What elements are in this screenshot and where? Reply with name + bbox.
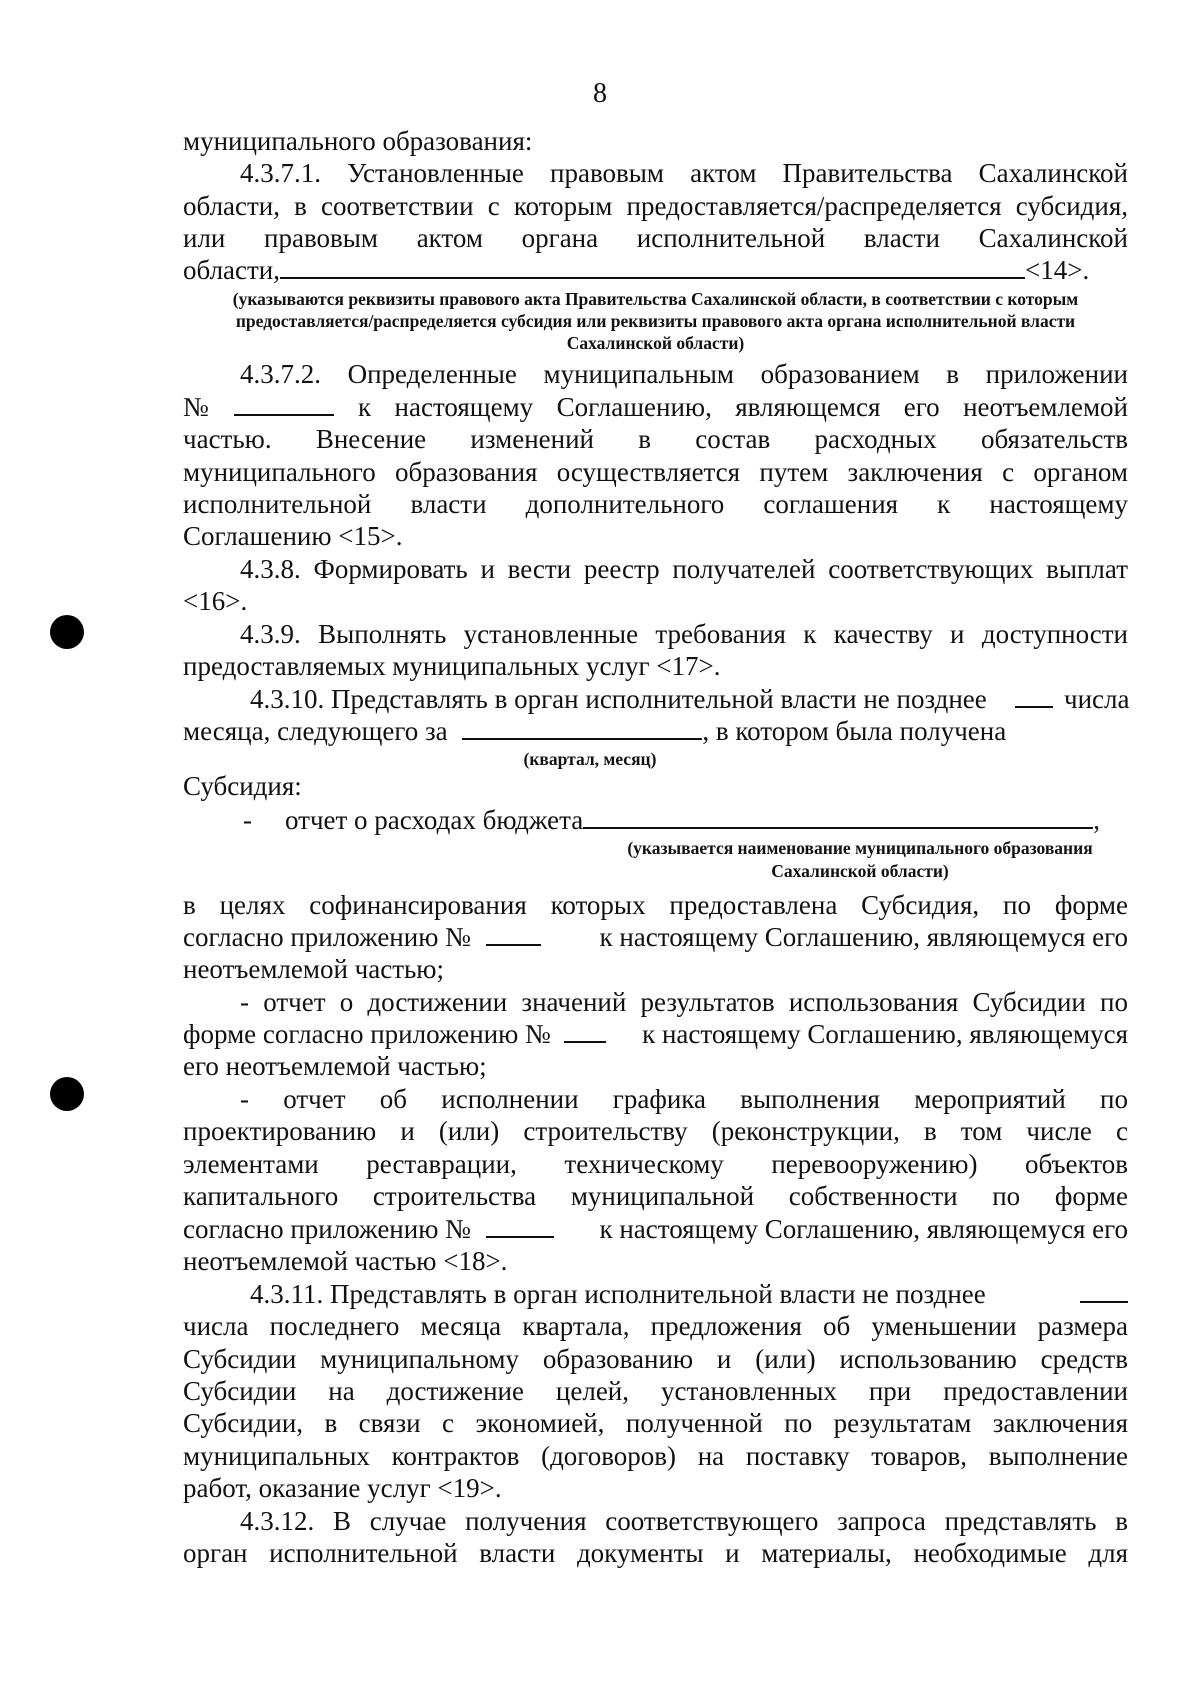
text-line: его неотъемлемой частью;	[183, 1051, 487, 1081]
clause-4-3-7-2: 4.3.7.2. Определенные муниципальным образованием в приложении	[240, 359, 1128, 389]
clause-4-3-7-1: 4.3.7.1. Установленные правовым актом Правительства Сахалинской	[240, 158, 1128, 188]
text-line	[183, 714, 1006, 748]
blank-field	[486, 1212, 554, 1238]
punch-hole-bottom	[50, 1077, 84, 1111]
text-line: неотъемлемой частью <18>.	[183, 1246, 508, 1276]
footnote-caption: (указываются реквизиты правового акта Правительства Сахалинской области, в соответствии с которым	[232, 289, 1079, 309]
bullet-item: - отчет о достижении значений результатов использования Субсидии по	[240, 987, 1128, 1017]
text-fragment: к настоящему Соглашению, являющемуся его	[599, 1214, 1128, 1244]
bullet-item: - отчет об исполнении графика выполнения мероприятий по	[240, 1084, 1128, 1114]
text-fragment: отчет о расходах бюджета	[285, 805, 584, 835]
text-fragment: №	[183, 392, 209, 422]
text-line: муниципального образования:	[183, 126, 533, 156]
punch-hole-top	[50, 615, 84, 649]
clause-4-3-10: 4.3.10. Представлять в орган исполнительной власти не позднее	[250, 684, 987, 714]
page-number: 8	[593, 78, 607, 109]
text-line: работ, оказание услуг <19>.	[183, 1473, 502, 1503]
text-fragment: числа	[1064, 684, 1130, 714]
text-line: Субсидии на достижение целей, установленных при предоставлении	[183, 1376, 1128, 1406]
text-line	[183, 390, 1128, 424]
text-line: орган исполнительной власти документы и материалы, необходимые для	[183, 1538, 1128, 1568]
text-line: частью. Внесение изменений в состав расходных обязательств	[183, 424, 1128, 454]
clause-4-3-11: 4.3.11. Представлять в орган исполнительной власти не позднее	[250, 1279, 986, 1309]
blank-field	[564, 1017, 606, 1043]
blank-field	[486, 920, 541, 946]
clause-4-3-12: 4.3.12. В случае получения соответствующего запроса представлять в	[240, 1506, 1128, 1536]
text-line: муниципальных контрактов (договоров) на поставку товаров, выполнение	[183, 1441, 1128, 1471]
blank-field	[583, 803, 1093, 829]
text-line: <16>.	[183, 586, 248, 616]
footnote-ref: <14>.	[1025, 255, 1090, 285]
field-caption: (указывается наименование муниципального образования	[627, 838, 1093, 858]
text-line: капитального строительства муниципальной собственности по форме	[183, 1181, 1128, 1211]
text-fragment: ,	[1093, 805, 1101, 835]
clause-4-3-8: 4.3.8. Формировать и вести реестр получателей соответствующих выплат	[240, 554, 1128, 584]
blank-field	[280, 253, 1025, 279]
text-line: исполнительной власти дополнительного соглашения к настоящему	[183, 489, 1128, 519]
text-fragment: , в котором была получена	[702, 716, 1007, 746]
text-line: или правовым актом органа исполнительной власти Сахалинской	[183, 223, 1128, 253]
text-line	[183, 920, 1128, 954]
text-line: Субсидия:	[183, 771, 302, 801]
text-line: Субсидии муниципальному образованию и (или) использованию средств	[183, 1344, 1128, 1374]
text-line	[183, 253, 1089, 287]
text-line: области, в соответствии с которым предоставляется/распределяется субсидия,	[183, 191, 1128, 221]
text-line	[183, 1212, 1128, 1246]
blank-field	[234, 390, 334, 416]
bullet-dash: -	[243, 805, 252, 835]
field-caption: (квартал, месяц)	[523, 749, 657, 769]
text-fragment: форме согласно приложению №	[183, 1019, 551, 1049]
text-line: муниципального образования осуществляется путем заключения с органом	[183, 457, 1128, 487]
blank-field	[462, 714, 702, 740]
text-fragment: согласно приложению №	[183, 1214, 471, 1244]
clause-4-3-9: 4.3.9. Выполнять установленные требования к качеству и доступности	[240, 619, 1128, 649]
text-line: неотъемлемой частью;	[183, 954, 444, 984]
text-line: Субсидии, в связи с экономией, полученной по результатам заключения	[183, 1408, 1128, 1438]
text-fragment: области,	[183, 255, 281, 285]
text-line: проектированию и (или) строительству (реконструкции, в том числе с	[183, 1116, 1128, 1146]
text-fragment: к настоящему Соглашению, являющемуся его	[599, 922, 1128, 952]
blank-field	[1015, 682, 1053, 708]
text-line: числа последнего месяца квартала, предложения об уменьшении размера	[183, 1311, 1128, 1341]
text-fragment: согласно приложению №	[183, 922, 471, 952]
text-line	[183, 1017, 1128, 1051]
text-line: предоставляемых муниципальных услуг <17>.	[183, 651, 721, 681]
blank-field	[1080, 1277, 1128, 1303]
text-fragment: к настоящему Соглашению, являющемся его неотъемлемой	[358, 392, 1128, 422]
text-line: Соглашению <15>.	[183, 521, 403, 551]
text-fragment: месяца, следующего за	[183, 716, 448, 746]
text-fragment: к настоящему Соглашению, являющемуся	[642, 1019, 1128, 1049]
field-caption: Сахалинской области)	[771, 861, 949, 881]
text-line	[285, 803, 1100, 837]
footnote-caption: предоставляется/распределяется субсидия или реквизиты правового акта органа исполнительной власти	[235, 311, 1076, 331]
text-line: элементами реставрации, техническому перевооружению) объектов	[183, 1149, 1128, 1179]
text-line: в целях софинансирования которых предоставлена Субсидия, по форме	[183, 890, 1128, 920]
footnote-caption: Сахалинской области)	[566, 333, 745, 353]
